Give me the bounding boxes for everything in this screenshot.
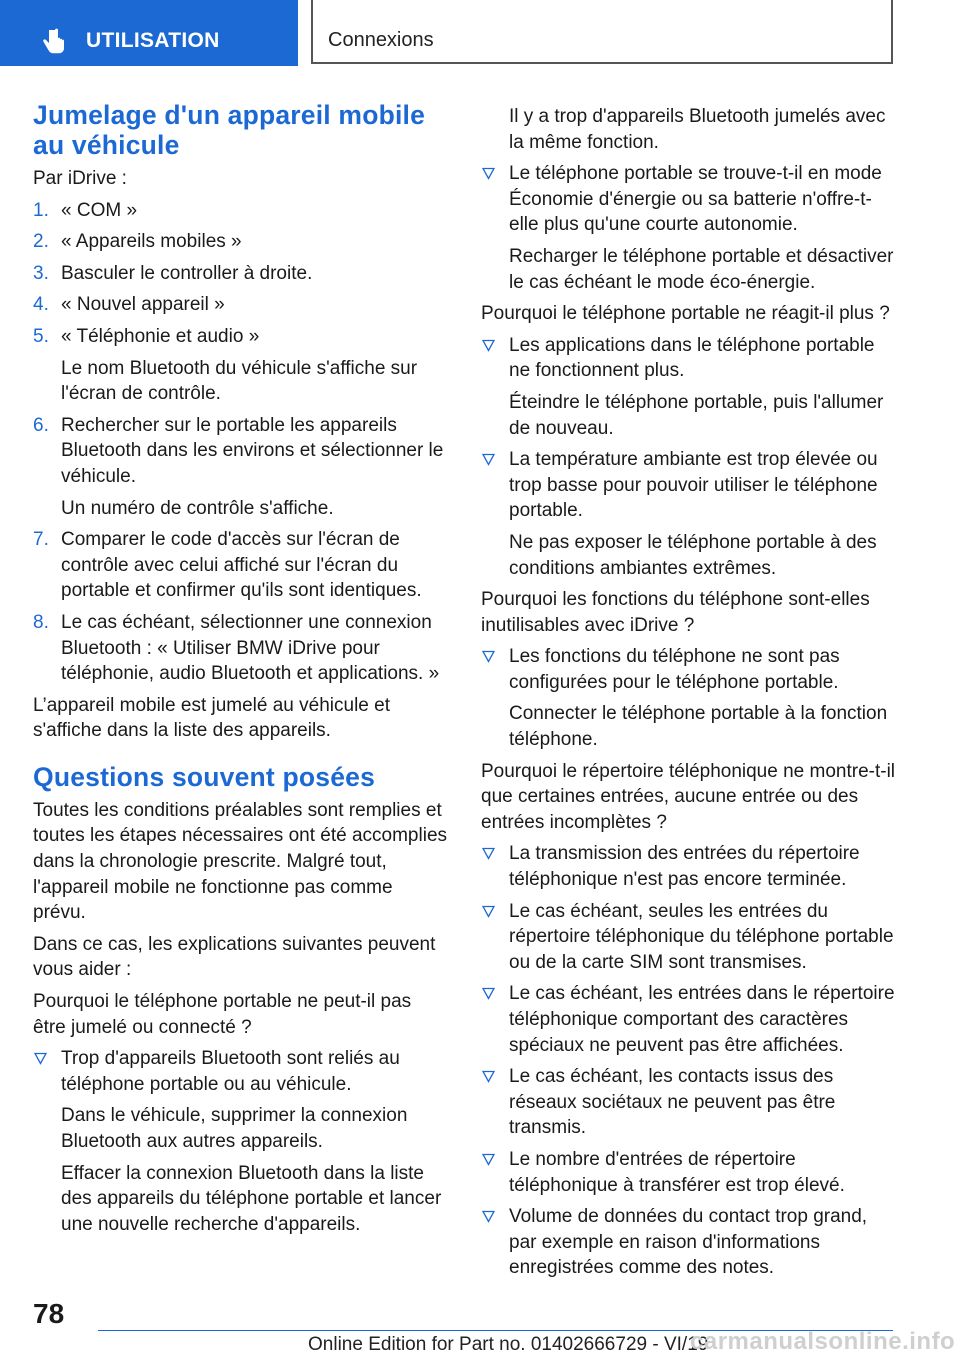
step-number: 1. (33, 199, 49, 221)
step-number: 7. (33, 529, 49, 551)
bullet-text: Les fonctions du téléphone ne sont pas configurées pour le téléphone portable. (509, 646, 840, 693)
edition-text: Online Edition for Part no. 01402666729 - VI/19 (308, 1334, 709, 1355)
answer-bullet (481, 447, 897, 524)
step-text: Basculer le controller à droite. (61, 262, 313, 284)
step-number: 5. (33, 325, 49, 347)
triangle-bullet-icon (482, 650, 495, 663)
bullet-text: Le cas échéant, les contacts issus des réseaux sociétaux ne peuvent pas être transmis. (509, 1066, 836, 1139)
step-text: Le cas échéant, sélectionner une connexion Bluetooth : « Utiliser BMW iDrive pour téléphonie, audio Bluetooth et applications. » (61, 611, 440, 685)
step-item (33, 229, 448, 255)
question-text: Pourquoi le téléphone portable ne peut-il pas être jumelé ou connecté ? (33, 991, 412, 1038)
answer-bullet (481, 981, 897, 1058)
step-number: 4. (33, 294, 49, 316)
step-number: 8. (33, 611, 49, 633)
step-number: 3. (33, 262, 49, 284)
step-note: Un numéro de contrôle s'affiche. (61, 497, 334, 519)
answer-bullet (481, 161, 897, 238)
bullet-text: Trop d'appareils Bluetooth sont reliés au téléphone portable ou au véhicule. (61, 1048, 400, 1095)
question-text: Pourquoi le répertoire téléphonique ne montre-t-il que certaines entrées, aucune entrée ou des entrées incomplètes ? (481, 760, 896, 833)
bullet-note: Il y a trop d'appareils Bluetooth jumelés avec la même fonction. (509, 106, 886, 153)
answer-bullet (481, 841, 897, 892)
answer-bullet (481, 333, 897, 384)
step-text: « Appareils mobiles » (61, 231, 242, 253)
triangle-bullet-icon (482, 167, 495, 180)
bullet-note: Ne pas exposer le téléphone portable à des conditions ambiantes extrêmes. (509, 531, 877, 579)
triangle-bullet-icon (482, 453, 495, 466)
bullet-text: Le téléphone portable se trouve-t-il en mode Économie d'énergie ou sa batterie n'offre-t-elle plus qu'une courte autonomie. (509, 163, 882, 236)
page-header (0, 0, 960, 66)
bullet-text: La transmission des entrées du répertoire téléphonique n'est pas encore terminée. (509, 843, 860, 891)
step-item (33, 610, 448, 687)
step-item (33, 413, 448, 490)
heading-pairing: Jumelage d'un appareil mobile au véhicule (33, 100, 426, 160)
step-number: 2. (33, 231, 49, 253)
bullet-note: Effacer la connexion Bluetooth dans la liste des appareils du téléphone portable et lancer une nouvelle recherche d'appareils. (61, 1162, 442, 1235)
hand-pointer-icon (38, 27, 68, 57)
triangle-bullet-icon (482, 1070, 495, 1083)
bullet-note: Recharger le téléphone portable et désactiver le cas échéant le mode éco-énergie. (509, 245, 894, 293)
step-item (33, 261, 448, 287)
chapter-tab[interactable] (0, 0, 298, 66)
chapter-label: UTILISATION (86, 29, 220, 52)
intro-text: Par iDrive : (33, 168, 127, 189)
step-item (33, 324, 448, 350)
bullet-text: Les applications dans le téléphone portable ne fonctionnent plus. (509, 334, 875, 382)
triangle-bullet-icon (34, 1052, 47, 1065)
left-column (33, 100, 448, 1243)
section-label: Connexions (328, 29, 434, 51)
step-text: Rechercher sur le portable les appareils Bluetooth dans les environs et sélectionner le véhicule. (61, 414, 444, 487)
faq-intro-help: Dans ce cas, les explications suivantes peuvent vous aider : (33, 933, 436, 981)
answer-bullet (481, 1204, 897, 1281)
right-column (481, 104, 897, 1287)
bullet-note: Connecter le téléphone portable à la fonction téléphone. (509, 703, 888, 751)
step-note: Le nom Bluetooth du véhicule s'affiche sur l'écran de contrôle. (61, 357, 418, 405)
answer-bullet (481, 644, 897, 695)
question-text: Pourquoi le téléphone portable ne réagit-il plus ? (481, 303, 890, 325)
answer-bullet (481, 899, 897, 976)
page-number: 78 (33, 1298, 65, 1329)
step-number: 6. (33, 414, 49, 436)
bullet-text: Volume de données du contact trop grand, par exemple en raison d'informations enregistrées comme des notes. (509, 1206, 868, 1279)
watermark: carmanualsonline.info (690, 1328, 956, 1355)
question-text: Pourquoi les fonctions du téléphone sont-elles inutilisables avec iDrive ? (481, 589, 870, 636)
step-item (33, 527, 448, 604)
pairing-result-text: L’appareil mobile est jumelé au véhicule et s'affiche dans la liste des appareils. (33, 694, 390, 742)
step-text: « Nouvel appareil » (61, 294, 225, 316)
triangle-bullet-icon (482, 987, 495, 1000)
faq-intro: Toutes les conditions préalables sont remplies et toutes les étapes nécessaires ont été accomplies dans la chronologie prescrite. Malgré tout, l'appareil mobile ne fonctionne pas comme prévu. (33, 799, 448, 924)
step-text: « COM » (61, 199, 138, 221)
bullet-text: Le cas échéant, seules les entrées du répertoire téléphonique du téléphone portable ou de la carte SIM sont transmises. (509, 900, 894, 973)
bullet-note: Éteindre le téléphone portable, puis l'allumer de nouveau. (509, 391, 884, 439)
answer-bullet (481, 1147, 897, 1198)
step-text: « Téléphonie et audio » (61, 325, 260, 347)
answer-bullet (481, 1064, 897, 1141)
bullet-text: Le cas échéant, les entrées dans le répertoire téléphonique comportant des caractères spéciaux ne peuvent pas être affichées. (509, 983, 895, 1056)
triangle-bullet-icon (482, 847, 495, 860)
bullet-note: Dans le véhicule, supprimer la connexion Bluetooth aux autres appareils. (61, 1105, 408, 1152)
step-item (33, 292, 448, 318)
step-text: Comparer le code d'accès sur l'écran de contrôle avec celui affiché sur l'écran du portable et confirmer qu'ils sont identiques. (61, 529, 422, 602)
triangle-bullet-icon (482, 905, 495, 918)
step-item (33, 198, 448, 224)
triangle-bullet-icon (482, 339, 495, 352)
triangle-bullet-icon (482, 1210, 495, 1223)
bullet-text: La température ambiante est trop élevée ou trop basse pour pouvoir utiliser le téléphone portable. (509, 449, 878, 522)
heading-faq: Questions souvent posées (33, 761, 376, 792)
answer-bullet (33, 1046, 448, 1097)
triangle-bullet-icon (482, 1153, 495, 1166)
bullet-text: Le nombre d'entrées de répertoire téléphonique à transférer est trop élevé. (509, 1148, 845, 1196)
section-tab[interactable] (311, 0, 893, 64)
